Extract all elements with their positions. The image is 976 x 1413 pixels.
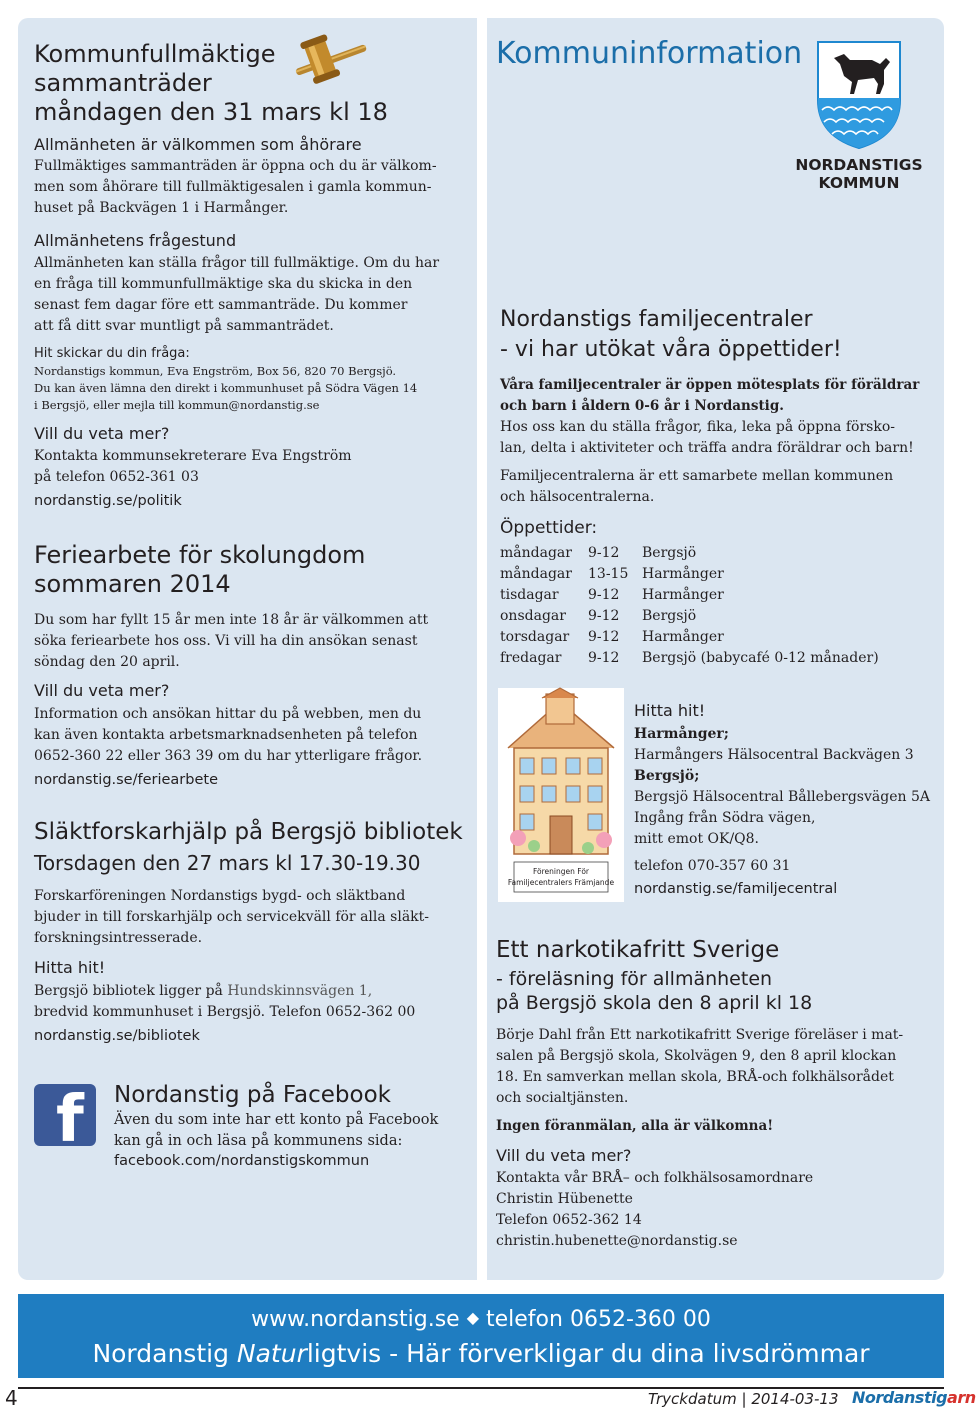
hours-place: Harmånger bbox=[642, 566, 724, 582]
brand-part: Nordanstig bbox=[852, 1388, 948, 1407]
hours-day: fredagar bbox=[500, 650, 562, 666]
page-number: 4 bbox=[5, 1386, 18, 1410]
text-line: Även du som inte har ett konto på Facebook bbox=[114, 1112, 439, 1128]
text-line: mitt emot OK/Q8. bbox=[634, 831, 760, 847]
hours-day: måndagar bbox=[500, 545, 572, 561]
hours-row bbox=[500, 585, 920, 606]
hours-row bbox=[500, 627, 920, 648]
genealogy-text bbox=[34, 886, 429, 949]
drugfree-subtitle bbox=[496, 967, 812, 1015]
opening-hours-table bbox=[500, 543, 920, 669]
hours-row bbox=[500, 606, 920, 627]
meeting-title bbox=[34, 40, 454, 127]
newsletter-brand-logo bbox=[852, 1387, 976, 1409]
place-name: Bergsjö; bbox=[634, 768, 700, 784]
text-line: söndag den 20 april. bbox=[34, 654, 180, 670]
text-line: att få ditt svar muntligt på sammanträdet. bbox=[34, 318, 334, 334]
facebook-letter: f bbox=[56, 1083, 84, 1157]
text-line: forskningsintresserade. bbox=[34, 930, 203, 946]
column-divider bbox=[477, 18, 487, 1280]
hours-place: Harmånger bbox=[642, 629, 724, 645]
facebook-link[interactable]: facebook.com/nordanstigskommun bbox=[114, 1153, 370, 1169]
hours-day: torsdagar bbox=[500, 629, 570, 645]
hours-time: 13-15 bbox=[588, 566, 629, 582]
politik-link[interactable]: nordanstig.se/politik bbox=[34, 493, 182, 509]
text-line: men som åhörare till fullmäktigesalen i gamla kommun- bbox=[34, 179, 432, 195]
text-line: Bergsjö Hälsocentral Bållebergsvägen 5A bbox=[634, 789, 930, 805]
logo-line: KOMMUN bbox=[818, 174, 900, 192]
info-heading: Kommuninformation bbox=[496, 36, 803, 71]
title-line: Nordanstigs familjecentraler bbox=[500, 307, 813, 332]
hours-row bbox=[500, 648, 920, 669]
text-line: Allmänheten kan ställa frågor till fullmäktige. Om du har bbox=[34, 255, 440, 271]
text-line: Kontakta vår BRÅ– och folkhälsosamordnare bbox=[496, 1170, 814, 1186]
title-line: - föreläsning för allmänheten bbox=[496, 968, 773, 990]
text-line: huset på Backvägen 1 i Harmånger. bbox=[34, 200, 289, 216]
text-line: i Bergsjö, eller mejla till kommun@nordanstig.se bbox=[34, 398, 320, 412]
drugfree-title: Ett narkotikafritt Sverige bbox=[496, 937, 780, 963]
family-text-2 bbox=[500, 466, 893, 508]
hours-time: 9-12 bbox=[588, 545, 620, 561]
meeting-title-line: sammanträder bbox=[34, 69, 212, 97]
text-line: salen på Bergsjö skola, Skolvägen 9, den 8 april klockan bbox=[496, 1048, 897, 1064]
summer-jobs-more-heading: Vill du veta mer? bbox=[34, 681, 170, 700]
footer-slogan bbox=[18, 1338, 944, 1370]
contact-email[interactable]: christin.hubenette@nordanstig.se bbox=[496, 1233, 738, 1249]
text-line: Börje Dahl från Ett narkotikafritt Sverige föreläser i mat- bbox=[496, 1027, 904, 1043]
text-line: söka feriearbete hos oss. Vi vill ha din ansökan senast bbox=[34, 633, 418, 649]
text-line: Familjecentralerna är ett samarbete mellan kommunen bbox=[500, 468, 894, 484]
hours-row bbox=[500, 543, 920, 564]
genealogy-find-heading: Hitta hit! bbox=[34, 958, 106, 977]
hours-day: måndagar bbox=[500, 566, 572, 582]
title-line: på Bergsjö skola den 8 april kl 18 bbox=[496, 992, 813, 1014]
hours-time: 9-12 bbox=[588, 650, 620, 666]
no-registration-note: Ingen föranmälan, alla är välkomna! bbox=[496, 1118, 774, 1134]
hours-place: Bergsjö bbox=[642, 608, 697, 624]
question-heading: Allmänhetens frågestund bbox=[34, 231, 237, 250]
summer-jobs-more-text bbox=[34, 704, 422, 767]
contact-phone: Telefon 0652-362 14 bbox=[496, 1212, 642, 1228]
hours-row bbox=[500, 564, 920, 585]
text-line: kan även kontakta arbetsmarknadsenheten på telefon bbox=[34, 727, 418, 743]
text-line: kan gå in och läsa på kommunens sida: bbox=[114, 1133, 403, 1149]
facebook-title: Nordanstig på Facebook bbox=[114, 1082, 391, 1108]
text-line: och hälsocentralerna. bbox=[500, 489, 655, 505]
hours-time: 9-12 bbox=[588, 608, 620, 624]
text-line: Du kan även lämna den direkt i kommunhuset på Södra Vägen 14 bbox=[34, 381, 418, 395]
slogan-part: ligtvis - Här förverkligar du dina livsdrömmar bbox=[306, 1339, 870, 1368]
hours-place: Bergsjö (babycafé 0-12 månader) bbox=[642, 650, 879, 666]
text-line: Kontakta kommunsekreterare Eva Engström bbox=[34, 448, 352, 464]
coat-of-arms-icon bbox=[814, 40, 904, 150]
bibliotek-link[interactable]: nordanstig.se/bibliotek bbox=[34, 1028, 200, 1044]
text-line: och barn i åldern 0-6 år i Nordanstig. bbox=[500, 398, 784, 414]
text-line: på telefon 0652-361 03 bbox=[34, 469, 199, 485]
footer-contact bbox=[18, 1304, 944, 1334]
brand-accent-part: arn bbox=[947, 1388, 976, 1407]
drugfree-more-heading: Vill du veta mer? bbox=[496, 1146, 632, 1165]
print-date: 2014-03-13 bbox=[751, 1390, 839, 1408]
text-line: och socialtjänsten. bbox=[496, 1090, 629, 1106]
text-line: Information och ansökan hittar du på webben, men du bbox=[34, 706, 422, 722]
house-drawing-illustration bbox=[498, 688, 624, 902]
print-date-block bbox=[648, 1389, 839, 1409]
familjecentral-link[interactable]: nordanstig.se/familjecentral bbox=[634, 881, 838, 897]
text-line: Harmångers Hälsocentral Backvägen 3 bbox=[634, 747, 914, 763]
family-title bbox=[500, 305, 842, 365]
feriearbete-link[interactable]: nordanstig.se/feriearbete bbox=[34, 772, 219, 788]
text-line: Hos oss kan du ställa frågor, fika, leka på öppna försko- bbox=[500, 419, 895, 435]
footer-website-link[interactable]: www.nordanstig.se bbox=[251, 1307, 460, 1332]
title-line: - vi har utökat våra öppettider! bbox=[500, 337, 842, 362]
genealogy-title: Släktforskarhjälp på Bergsjö bibliotek bbox=[34, 819, 463, 845]
summer-jobs-title bbox=[34, 541, 365, 599]
title-line: sommaren 2014 bbox=[34, 570, 231, 598]
diamond-separator-icon: ◆ bbox=[466, 1308, 479, 1327]
drawing-caption-line: Föreningen För bbox=[533, 867, 589, 876]
footer-phone: telefon 0652-360 00 bbox=[486, 1307, 711, 1332]
meeting-more-text bbox=[34, 446, 352, 488]
genealogy-find-text bbox=[34, 981, 415, 1023]
footer-band bbox=[18, 1294, 944, 1378]
send-heading: Hit skickar du din fråga: bbox=[34, 346, 190, 361]
logo-text bbox=[794, 156, 924, 192]
print-separator: | bbox=[741, 1390, 747, 1408]
facebook-icon[interactable] bbox=[34, 1083, 96, 1157]
logo-line: NORDANSTIGS bbox=[795, 156, 923, 174]
contact-name: Christin Hübenette bbox=[496, 1191, 633, 1207]
text-line: Du som har fyllt 15 år men inte 18 år är välkommen att bbox=[34, 612, 429, 628]
text-line: 0652-360 22 eller 363 39 om du har ytterligare frågor. bbox=[34, 748, 423, 764]
public-text bbox=[34, 156, 437, 219]
hours-time: 9-12 bbox=[588, 587, 620, 603]
hours-place: Harmånger bbox=[642, 587, 724, 603]
text-line: bredvid kommunhuset i Bergsjö. Telefon 0652-362 00 bbox=[34, 1004, 416, 1020]
hours-time: 9-12 bbox=[588, 629, 620, 645]
family-intro bbox=[500, 375, 919, 417]
text-line: bjuder in till forskarhjälp och servicekväll för alla släkt- bbox=[34, 909, 430, 925]
drugfree-contact bbox=[496, 1168, 813, 1252]
hours-place: Bergsjö bbox=[642, 545, 697, 561]
hours-heading: Öppettider: bbox=[500, 518, 598, 538]
family-find-text bbox=[634, 724, 930, 850]
family-find-heading: Hitta hit! bbox=[634, 701, 706, 720]
drawing-caption-line: Familjecentralers Främjande bbox=[507, 878, 615, 887]
facebook-text bbox=[114, 1110, 438, 1152]
meeting-section bbox=[34, 40, 454, 127]
text-line: Forskarföreningen Nordanstigs bygd- och släktband bbox=[34, 888, 406, 904]
text-fragment: Bergsjö bibliotek ligger på bbox=[34, 983, 228, 999]
hours-day: tisdagar bbox=[500, 587, 559, 603]
text-line: Våra familjecentraler är öppen mötesplats för föräldrar bbox=[500, 377, 920, 393]
meeting-more-heading: Vill du veta mer? bbox=[34, 424, 170, 443]
slogan-part: Nordanstig bbox=[92, 1339, 237, 1368]
public-heading: Allmänheten är välkommen som åhörare bbox=[34, 135, 362, 154]
print-date-label: Tryckdatum bbox=[648, 1390, 737, 1408]
text-line: lan, delta i aktiviteter och träffa andra föräldrar och barn! bbox=[500, 440, 914, 456]
question-text bbox=[34, 253, 439, 337]
place-name: Harmånger; bbox=[634, 726, 729, 742]
text-line bbox=[34, 981, 415, 1002]
send-text bbox=[34, 363, 417, 414]
text-line: 18. En samverkan mellan skola, BRÅ-och folkhälsorådet bbox=[496, 1069, 894, 1085]
family-phone: telefon 070-357 60 31 bbox=[634, 858, 791, 874]
street-name: Hundskinnsvägen 1, bbox=[227, 983, 373, 999]
text-line: en fråga till kommunfullmäktige ska du skicka in den bbox=[34, 276, 413, 292]
text-line: Nordanstigs kommun, Eva Engström, Box 56, 820 70 Bergsjö. bbox=[34, 364, 397, 378]
family-text bbox=[500, 417, 914, 459]
municipality-logo bbox=[794, 40, 924, 200]
text-line: senast fem dagar före ett sammanträde. Du kommer bbox=[34, 297, 408, 313]
slogan-italic-part: Natur bbox=[236, 1339, 307, 1368]
genealogy-subtitle: Torsdagen den 27 mars kl 17.30-19.30 bbox=[34, 851, 421, 875]
text-line: Fullmäktiges sammanträden är öppna och du är välkom- bbox=[34, 158, 437, 174]
summer-jobs-text bbox=[34, 610, 428, 673]
hours-day: onsdagar bbox=[500, 608, 566, 624]
meeting-title-line: måndagen den 31 mars kl 18 bbox=[34, 98, 388, 126]
text-line: Ingång från Södra vägen, bbox=[634, 810, 816, 826]
meeting-title-line: Kommunfullmäktige bbox=[34, 40, 276, 68]
drugfree-text bbox=[496, 1025, 903, 1109]
title-line: Feriearbete för skolungdom bbox=[34, 541, 366, 569]
